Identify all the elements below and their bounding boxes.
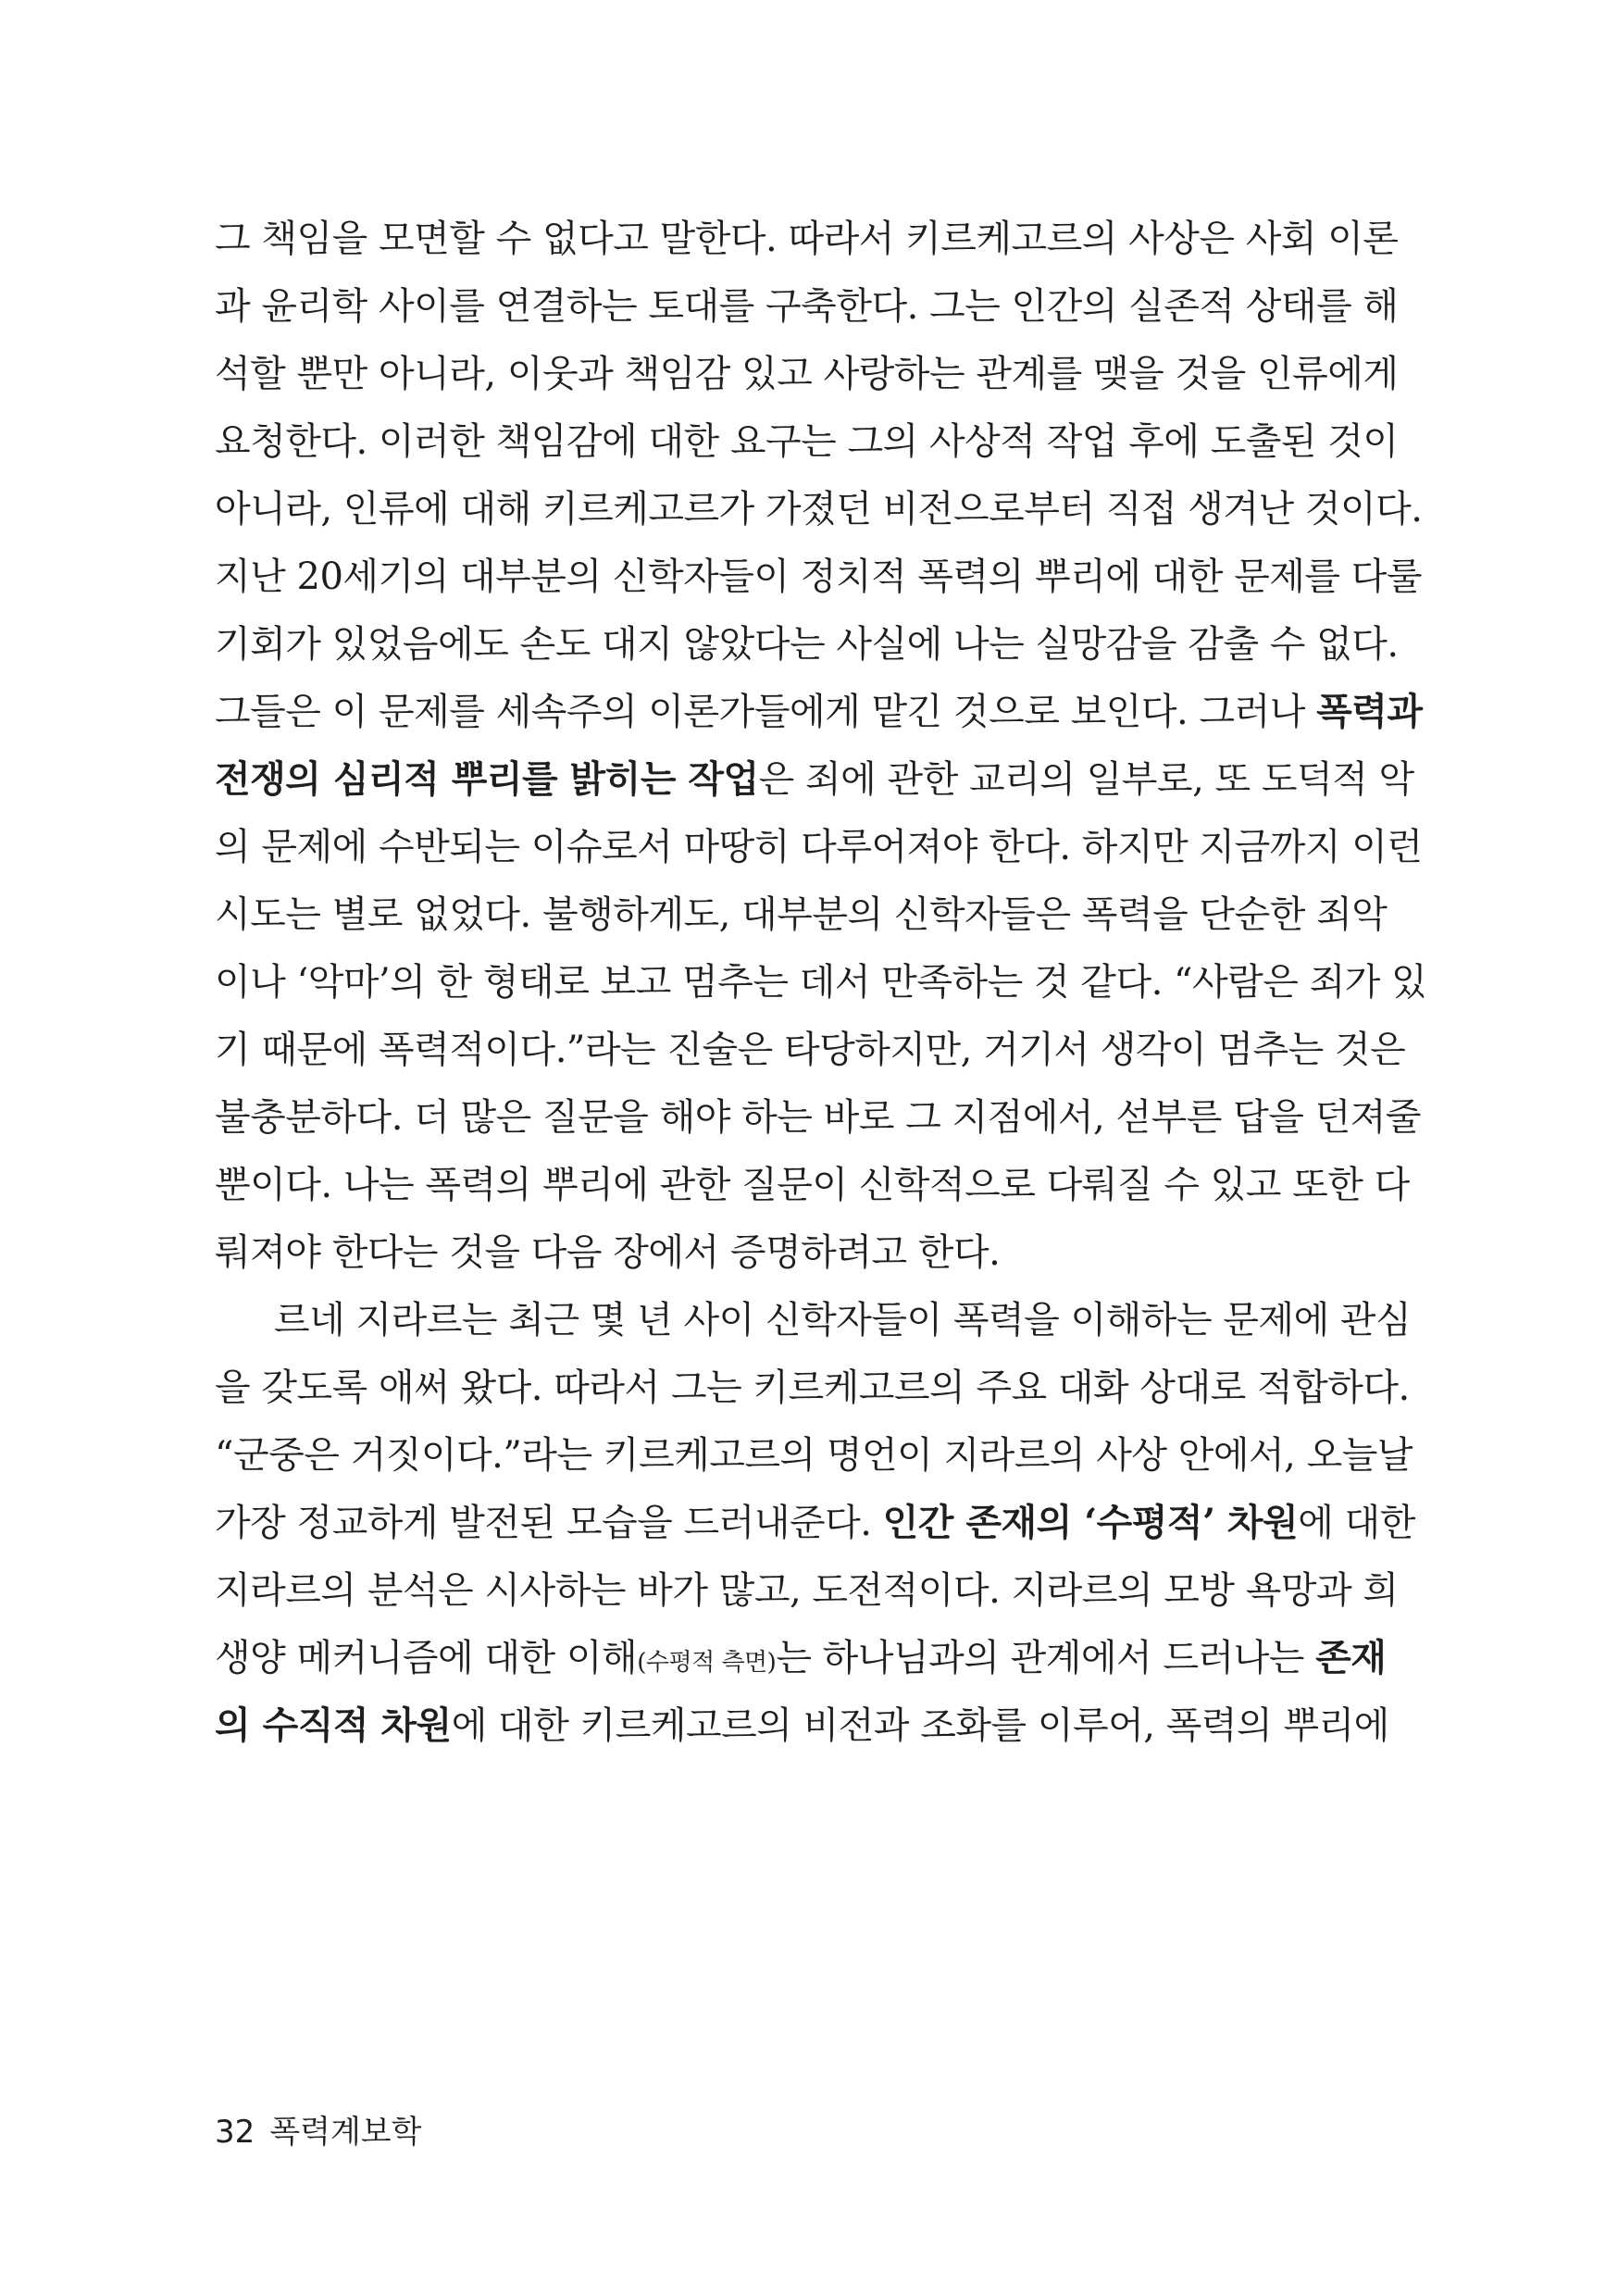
- text-line: [215, 887, 1388, 942]
- text-segment: 의 문제에 수반되는 이슈로서 마땅히 다루어져야 한다. 하지만 지금까지 이런: [215, 826, 1423, 868]
- text-segment: 에 대한 키르케고르의 비전과 조화를 이루어, 폭력의 뿌리에: [451, 1704, 1389, 1747]
- text-segment: 요청한다. 이러한 책임감에 대한 요구는 그의 사상적 작업 후에 도출된 것이: [215, 420, 1399, 463]
- text-line: [215, 549, 1423, 605]
- text-line: [215, 1698, 1389, 1753]
- text-segment: 그 책임을 모면할 수 없다고 말한다. 따라서 키르케고르의 사상은 사회 이론: [215, 218, 1399, 260]
- text-segment: 가장 정교하게 발전된 모습을 드러내준다.: [215, 1502, 883, 1544]
- text-line: [215, 1090, 1421, 1145]
- bold-phrase: 전쟁의 심리적 뿌리를 밝히는 작업: [215, 757, 759, 801]
- text-line: [215, 955, 1427, 1010]
- text-line: [215, 684, 1423, 740]
- text-line: [215, 752, 1414, 807]
- text-segment: 지라르의 분석은 시사하는 바가 많고, 도전적이다. 지라르의 모방 욕망과 희: [215, 1569, 1399, 1612]
- bold-phrase: 존재: [1315, 1636, 1387, 1679]
- text-line: [215, 1428, 1413, 1483]
- bold-phrase: 폭력과: [1316, 690, 1423, 733]
- text-segment: 에 대한: [1298, 1502, 1415, 1544]
- text-line: [215, 819, 1423, 875]
- text-line: [215, 1495, 1415, 1551]
- text-segment: 을 갖도록 애써 왔다. 따라서 그는 키르케고르의 주요 대화 상대로 적합하다.: [215, 1366, 1410, 1409]
- bold-phrase: 인간 존재의 ‘수평적’ 차원: [882, 1501, 1299, 1544]
- inline-note: (수평적 측면): [637, 1649, 777, 1677]
- page-footer: [215, 2109, 422, 2155]
- text-line: [215, 346, 1399, 402]
- text-segment: 는 하나님과의 관계에서 드러나는: [776, 1637, 1316, 1679]
- text-segment: 과 윤리학 사이를 연결하는 토대를 구축한다. 그는 인간의 실존적 상태를 해: [215, 285, 1399, 328]
- text-line: [215, 1022, 1406, 1078]
- text-segment: 불충분하다. 더 많은 질문을 해야 하는 바로 그 지점에서, 섣부른 답을 던져줄: [215, 1096, 1421, 1139]
- text-segment: 생양 메커니즘에 대한 이해: [215, 1637, 638, 1679]
- running-title: 폭력계보학: [269, 2114, 422, 2151]
- text-segment: 기 때문에 폭력적이다.”라는 진술은 타당하지만, 거기서 생각이 멈추는 것은: [215, 1029, 1406, 1071]
- text-segment: 아니라, 인류에 대해 키르케고르가 가졌던 비전으로부터 직접 생겨난 것이다.: [215, 488, 1423, 530]
- text-line: [215, 1292, 1412, 1348]
- text-line: [215, 481, 1423, 537]
- text-line: [215, 1563, 1399, 1618]
- text-line: [215, 1360, 1410, 1416]
- text-line: [215, 414, 1399, 469]
- text-line: [215, 1157, 1410, 1213]
- text-segment: “군중은 거짓이다.”라는 키르케고르의 명언이 지라르의 사상 안에서, 오늘날: [215, 1434, 1413, 1477]
- text-segment: 그들은 이 문제를 세속주의 이론가들에게 맡긴 것으로 보인다. 그러나: [215, 691, 1317, 733]
- text-segment: 뤄져야 한다는 것을 다음 장에서 증명하려고 한다.: [215, 1231, 1001, 1274]
- text-line: [215, 279, 1399, 334]
- text-line: [215, 1225, 1355, 1280]
- text-segment: 기회가 있었음에도 손도 대지 않았다는 사실에 나는 실망감을 감출 수 없다.: [215, 623, 1399, 666]
- text-segment: 르네 지라르는 최근 몇 년 사이 신학자들이 폭력을 이해하는 문제에 관심: [274, 1299, 1412, 1341]
- bold-phrase: 의 수직적 차원: [215, 1703, 452, 1747]
- text-segment: 이나 ‘악마’의 한 형태로 보고 멈추는 데서 만족하는 것 같다. “사람은 죄가 있: [215, 961, 1427, 1004]
- text-segment: 뿐이다. 나는 폭력의 뿌리에 관한 질문이 신학적으로 다뤄질 수 있고 또한 다: [215, 1164, 1410, 1206]
- text-line: [215, 1630, 1387, 1686]
- text-segment: 시도는 별로 없었다. 불행하게도, 대부분의 신학자들은 폭력을 단순한 죄악: [215, 893, 1388, 936]
- text-line: [215, 211, 1399, 267]
- page-number: 32: [215, 2114, 255, 2151]
- text-segment: 은 죄에 관한 교리의 일부로, 또 도덕적 악: [758, 758, 1414, 801]
- text-line: [215, 617, 1399, 672]
- text-segment: 석할 뿐만 아니라, 이웃과 책임감 있고 사랑하는 관계를 맺을 것을 인류에게: [215, 353, 1399, 395]
- text-segment: 지난 20세기의 대부분의 신학자들이 정치적 폭력의 뿌리에 대한 문제를 다룰: [215, 555, 1423, 598]
